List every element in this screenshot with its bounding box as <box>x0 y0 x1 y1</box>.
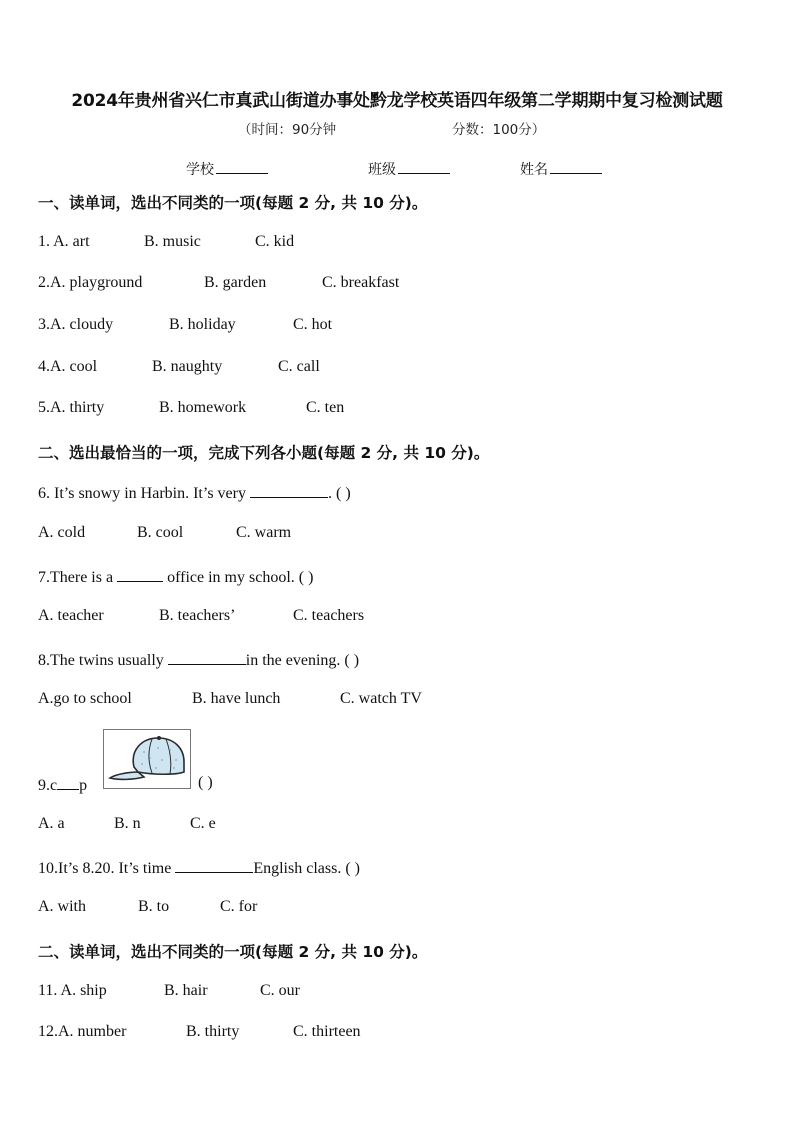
q3-option-b: B. holiday <box>169 316 236 333</box>
q2-option-b: B. garden <box>204 274 267 291</box>
q8-blank[interactable] <box>168 649 246 665</box>
q8-option-b: B. have lunch <box>192 690 281 707</box>
name-blank[interactable] <box>550 159 602 174</box>
class-field[interactable] <box>368 159 450 179</box>
q7-blank[interactable] <box>117 566 163 582</box>
q10-option-c: C. for <box>220 898 258 915</box>
question-6-stem <box>38 482 351 503</box>
baseball-cap-icon <box>104 730 190 788</box>
q9-option-c: C. e <box>190 815 216 832</box>
q4-option-a: 4.A. cool <box>38 358 98 375</box>
q7-option-b: B. teachers’ <box>159 607 236 624</box>
cap-brim <box>110 772 144 779</box>
q12-option-a: 12.A. number <box>38 1023 127 1040</box>
q9-option-a: A. a <box>38 815 65 832</box>
section-2-heading: 二、选出最恰当的一项，完成下列各小题(每题 2 分, 共 10 分)。 <box>38 444 490 462</box>
cap-crown <box>133 738 184 774</box>
q6-stem: 6. It’s snowy in Harbin. It’s very <box>38 485 246 502</box>
q8-option-a: A.go to school <box>38 690 132 707</box>
cap-button <box>157 736 161 740</box>
name-label: 姓名 <box>520 162 548 178</box>
q3-option-a: 3.A. cloudy <box>38 316 114 333</box>
q7-tail: office in my school. ( ) <box>167 569 314 586</box>
school-blank[interactable] <box>216 159 268 174</box>
question-10-stem <box>38 857 360 878</box>
q6-blank[interactable] <box>250 482 328 498</box>
class-label: 班级 <box>368 162 396 178</box>
q12-option-b: B. thirty <box>186 1023 240 1040</box>
q8-option-c: C. watch TV <box>340 690 422 707</box>
q11-option-a: 11. A. ship <box>38 982 107 999</box>
school-field[interactable] <box>186 159 268 179</box>
q10-option-b: B. to <box>138 898 170 915</box>
q10-stem: 10.It’s 8.20. It’s time <box>38 860 172 877</box>
q7-option-c: C. teachers <box>293 607 365 624</box>
page-title: 2024年贵州省兴仁市真武山街道办事处黔龙学校英语四年级第二学期期中复习检测试题 <box>71 91 723 111</box>
q9-option-b: B. n <box>114 815 141 832</box>
q5-option-a: 5.A. thirty <box>38 399 105 416</box>
question-7-stem <box>38 566 313 587</box>
q8-tail: in the evening. ( ) <box>245 652 360 669</box>
q1-option-b: B. music <box>144 233 201 250</box>
q12-option-c: C. thirteen <box>293 1023 361 1040</box>
q11-option-c: C. our <box>260 982 300 999</box>
exam-time: （时间：90分钟 <box>238 122 337 138</box>
q6-option-b: B. cool <box>137 524 184 541</box>
q8-stem: 8.The twins usually <box>38 652 164 669</box>
q10-tail: English class. ( ) <box>253 860 360 877</box>
q9-stem-p: p <box>79 777 88 794</box>
q2-option-c: C. breakfast <box>322 274 400 291</box>
question-8-stem <box>38 649 359 670</box>
cap-picture <box>103 729 191 789</box>
q6-tail: . ( ) <box>327 485 351 502</box>
q10-option-a: A. with <box>38 898 86 915</box>
q7-stem: 7.There is a <box>38 569 114 586</box>
q10-blank[interactable] <box>175 857 253 873</box>
q9-stem-c: 9.c <box>38 777 58 794</box>
q5-option-b: B. homework <box>159 399 247 416</box>
class-blank[interactable] <box>398 159 450 174</box>
q7-option-a: A. teacher <box>38 607 104 624</box>
name-field[interactable] <box>520 159 602 179</box>
q9-paren: ( ) <box>198 774 213 791</box>
q1-option-a: 1. A. art <box>38 233 90 250</box>
question-9-stem <box>38 774 213 795</box>
q6-option-a: A. cold <box>38 524 86 541</box>
q5-option-c: C. ten <box>306 399 345 416</box>
school-label: 学校 <box>186 162 214 178</box>
q9-blank[interactable] <box>57 774 79 790</box>
q11-option-b: B. hair <box>164 982 208 999</box>
q4-option-b: B. naughty <box>152 358 223 375</box>
q6-option-c: C. warm <box>236 524 292 541</box>
q2-option-a: 2.A. playground <box>38 274 143 291</box>
section-3-heading: 二、读单词，选出不同类的一项(每题 2 分, 共 10 分)。 <box>38 943 428 961</box>
q3-option-c: C. hot <box>293 316 333 333</box>
section-1-heading: 一、读单词，选出不同类的一项(每题 2 分, 共 10 分)。 <box>38 194 428 212</box>
q1-option-c: C. kid <box>255 233 295 250</box>
q4-option-c: C. call <box>278 358 320 375</box>
exam-score: 分数：100分） <box>452 122 546 138</box>
